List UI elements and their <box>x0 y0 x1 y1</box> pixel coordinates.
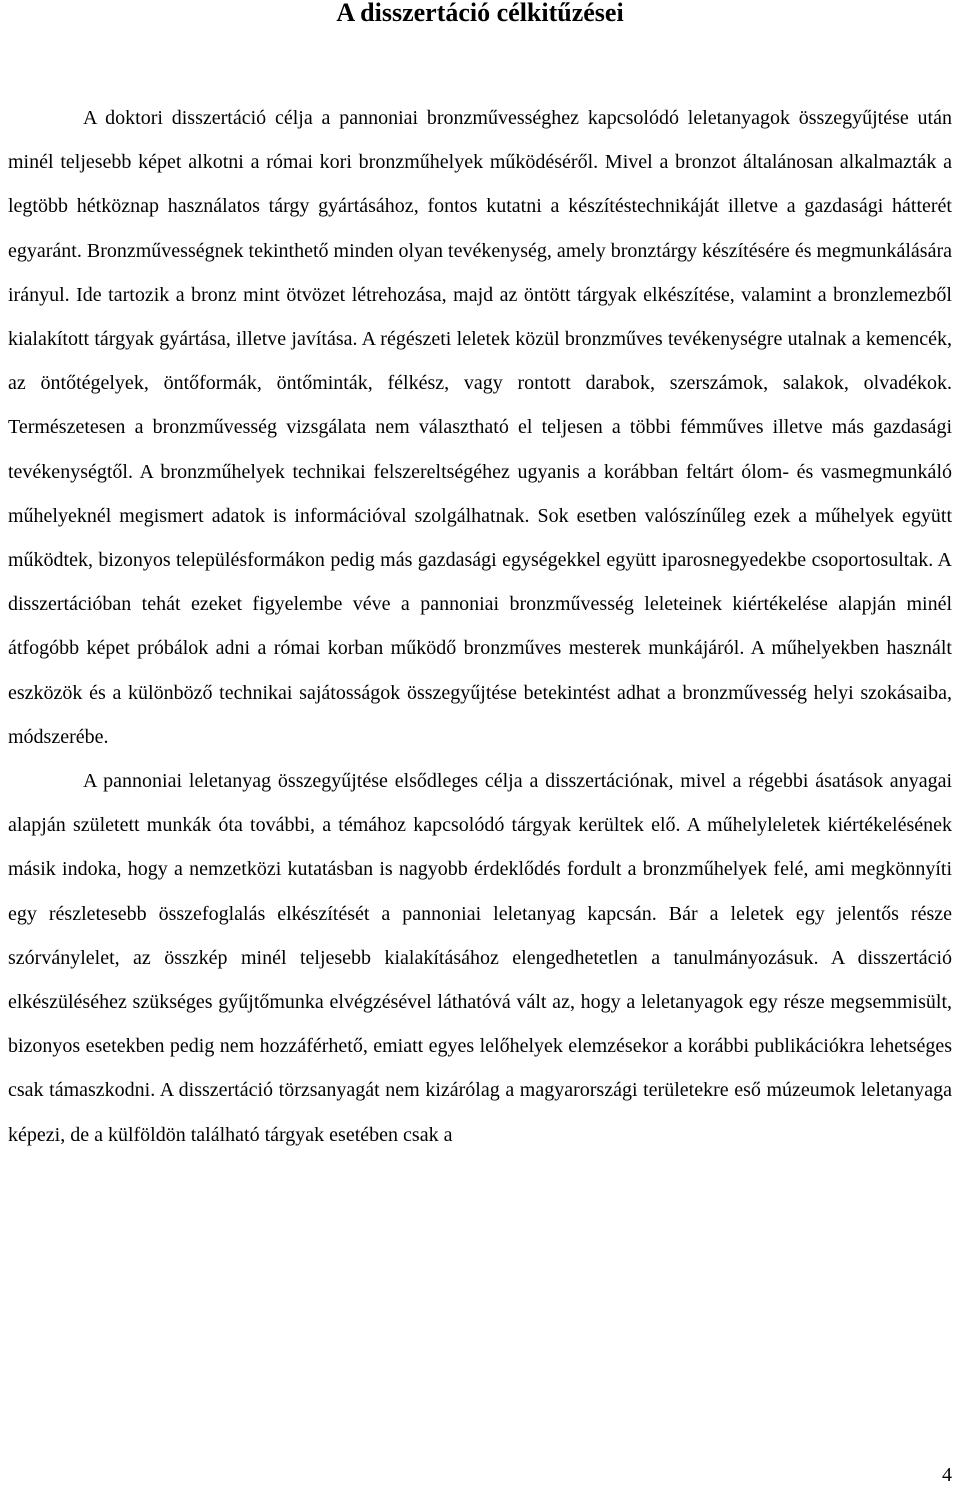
paragraph-2: A pannoniai leletanyag összegyűjtése elsődleges célja a disszertációnak, mivel a régebbi ásatások anyagai alapján született munkák óta további, a témához kapcsolódó tárgyak kerültek elő. A műhelyleletek kiértékelésének másik indoka, hogy a nemzetközi kutatásban is nagyobb érdeklődés fordult a bronzműhelyek felé, ami megkönnyíti egy részletesebb összefoglalás elkészítését a pannoniai leletanyag kapcsán. Bár a leletek egy jelentős része szórványlelet, az összkép minél teljesebb kialakításához elengedhetetlen a tanulmányozásuk. A disszertáció elkészüléséhez szükséges gyűjtőmunka elvégzésével láthatóvá vált az, hogy a leletanyagok egy része megsemmisült, bizonyos esetekben pedig nem hozzáférhető, emiatt egyes lelőhelyek elemzésekor a korábbi publikációkra lehetséges csak támaszkodni. A disszertáció törzsanyagát nem kizárólag a magyarországi területekre eső múzeumok leletanyaga képezi, de a külföldön található tárgyak esetében csak a <box>8 770 952 1146</box>
page-number: 4 <box>942 1464 952 1486</box>
page-title: A disszertáció célkitűzései <box>336 0 624 27</box>
paragraph-1: A doktori disszertáció célja a pannoniai bronzművességhez kapcsolódó leletanyagok összegyűjtése után minél teljesebb képet alkotni a római kori bronzműhelyek működéséről. Mivel a bronzot általánosan alkalmazták a legtöbb hétköznap használatos tárgy gyártásához, fontos kutatni a készítéstechnikáját illetve a gazdasági hátterét egyaránt. Bronzművességnek tekinthető minden olyan tevékenység, amely bronztárgy készítésére és megmunkálására irányul. Ide tartozik a bronz mint ötvözet létrehozása, majd az öntött tárgyak elkészítése, valamint a bronzlemezből kialakított tárgyak gyártása, illetve javítása. A régészeti leletek közül bronzműves tevékenységre utalnak a kemencék, az öntőtégelyek, öntőformák, öntőminták, félkész, vagy rontott darabok, szerszámok, salakok, olvadékok. Természetesen a bronzművesség vizsgálata nem választható el teljesen a többi fémműves illetve más gazdasági tevékenységtől. A bronzműhelyek technikai felszereltségéhez ugyanis a korábban feltárt ólom- és vasmegmunkáló műhelyeknél megismert adatok is információval szolgálhatnak. Sok esetben valószínűleg ezek a műhelyek együtt működtek, bizonyos településformákon pedig más gazdasági egységekkel együtt iparosnegyedekbe csoportosultak. A disszertációban tehát ezeket figyelembe véve a pannoniai bronzművesség leleteinek kiértékelése alapján minél átfogóbb képet próbálok adni a római korban működő bronzműves mesterek munkájáról. A műhelyekben használt eszközök és a különböző technikai sajátosságok összegyűjtése betekintést adhat a bronzművesség helyi szokásaiba, módszerébe. <box>8 107 952 748</box>
body-text <box>8 96 952 1157</box>
